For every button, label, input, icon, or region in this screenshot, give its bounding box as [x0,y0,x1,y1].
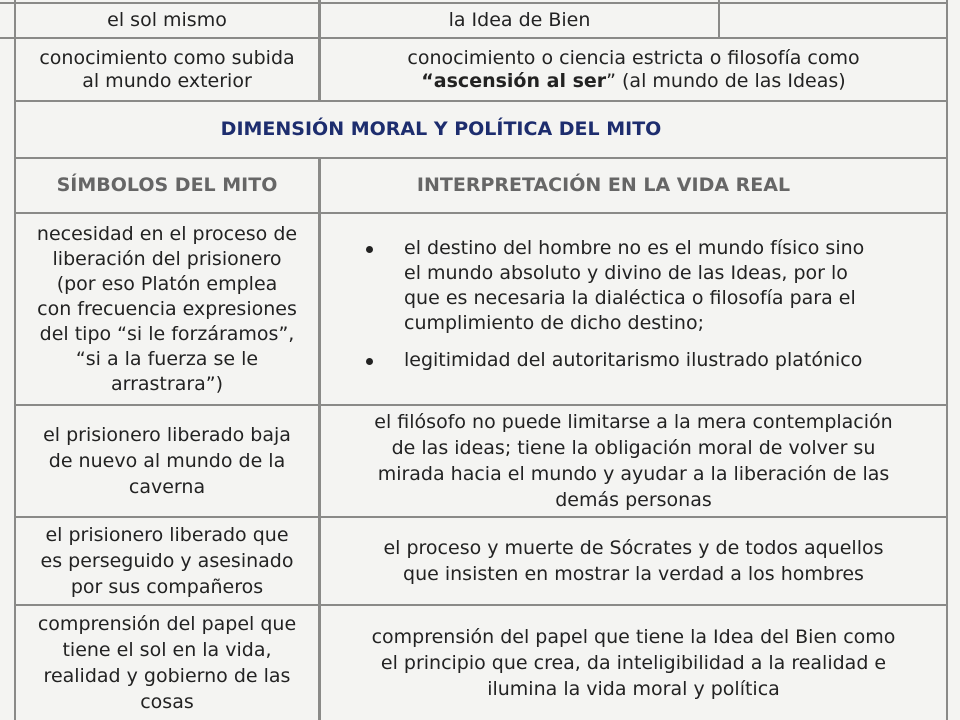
meaning-cell-ascent [321,39,946,100]
symbol-line: por sus compañeros [70,576,264,598]
empty-cell [720,4,946,37]
meaning-cell-sun [321,4,718,37]
bullet-line: el destino del hombre no es el mundo físico sino [404,237,865,259]
symbol-cell-ascent [16,39,318,100]
meaning-emphasis: ascensión al ser [433,69,607,92]
symbol-line: “si a la fuerza se le [75,347,259,370]
symbol-line: necesidad en el proceso de [36,222,298,245]
meaning-line: que insisten en mostrar la verdad a los hombres [403,563,864,585]
symbol-cell-persecuted [16,518,318,604]
symbol-line: de nuevo al mundo de la [48,450,286,472]
symbol-line: al mundo exterior [82,69,252,92]
meaning-cell-sun-role [321,606,946,720]
bullet-line: el mundo absoluto y divino de las Ideas, por lo [404,262,848,284]
symbol-line: (por eso Platón emplea [56,272,278,295]
meaning-line: mirada hacia el mundo y ayudar a la liberación de las [377,463,890,485]
bullet-line: que es necesaria la dialéctica o filosofía para el [404,287,856,309]
symbol-line: el prisionero liberado que [45,524,289,546]
meaning-cell-return [321,406,946,516]
symbol-line: cosas [140,691,194,713]
symbol-line: arrastrara”) [110,372,224,395]
symbol-text: el sol mismo [107,9,227,31]
v-rule [946,0,948,720]
bullet-dot [366,246,373,253]
bullet-dot [366,358,373,365]
column-header-symbols [16,159,318,212]
symbol-line: el prisionero liberado baja [43,424,291,446]
section-title-text: DIMENSIÓN MORAL Y POLÍTICA DEL MITO [220,118,662,140]
meaning-rest: ” (al mundo de las Ideas) [606,69,846,92]
meaning-cell-persecuted [321,518,946,604]
meaning-line: comprensión del papel que tiene la Idea del Bien como [371,626,896,648]
symbol-line: caverna [128,476,206,498]
symbol-line: es perseguido y asesinado [40,550,294,572]
symbol-line: comprensión del papel que [37,613,297,635]
meaning-line [421,70,845,93]
symbol-cell-necessity [16,214,318,404]
symbol-cell-return [16,406,318,516]
meaning-line: conocimiento o ciencia estricta o filosofía como [407,46,860,69]
symbol-line: realidad y gobierno de las [43,665,291,687]
bullet-line: legitimidad del autoritarismo ilustrado platónico [404,349,863,371]
symbol-cell-sun-role [16,606,318,720]
open-quote: “ [421,69,434,92]
meaning-line: el filósofo no puede limitarse a la mera contemplación [374,411,893,433]
meaning-line: de las ideas; tiene la obligación moral de volver su [391,437,876,459]
bullet-item [366,236,936,336]
meaning-line: el proceso y muerte de Sócrates y de todos aquellos [383,537,884,559]
symbol-cell-sun [16,4,318,37]
bullet-line: cumplimiento de dicho destino; [404,312,704,334]
column-header-text: SÍMBOLOS DEL MITO [56,174,278,196]
symbol-line: conocimiento como subida [39,46,295,69]
symbol-line: liberación del prisionero [52,247,282,270]
symbol-line: con frecuencia expresiones [37,297,297,320]
bullet-item [366,348,936,373]
meaning-line: el principio que crea, da inteligibilidad a la realidad e [380,652,887,674]
symbol-line: tiene el sol en la vida, [62,639,272,661]
column-header-text: INTERPRETACIÓN EN LA VIDA REAL [416,174,791,196]
interpretation-bullet-list [366,236,936,385]
column-header-interpretation [321,159,946,212]
meaning-text: la Idea de Bien [448,9,591,31]
meaning-line: demás personas [555,489,712,511]
section-title [16,102,946,157]
symbol-line: del tipo “si le forzáramos”, [39,322,295,345]
meaning-line: ilumina la vida moral y política [487,678,780,700]
